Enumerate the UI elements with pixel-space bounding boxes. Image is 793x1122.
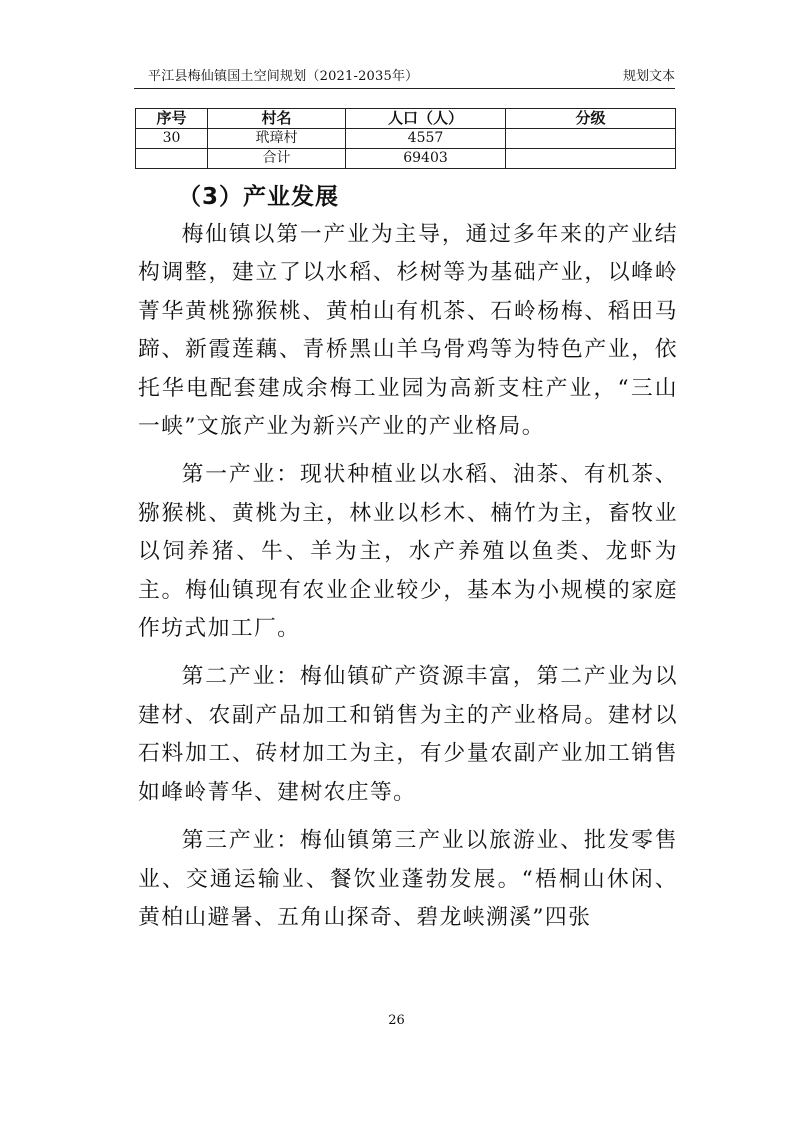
paragraph-primary-industry: 第一产业：现状种植业以水稻、油茶、有机茶、猕猴桃、黄桃为主，林业以杉木、楠竹为主，畜牧业以饲养猪、牛、羊为主，水产养殖以鱼类、龙虾为主。梅仙镇现有农业企业较少，基本为小规模的家庭作坊式加工厂。 (138, 462, 678, 642)
cell-population: 4557 (346, 129, 506, 149)
cell-grade (506, 129, 676, 149)
cell-grade (506, 149, 676, 169)
header-divider (134, 88, 675, 89)
cell-index (136, 149, 208, 169)
cell-village: 玳璋村 (208, 129, 346, 149)
paragraph-secondary-industry: 第二产业：梅仙镇矿产资源丰富，第二产业为以建材、农副产品加工和销售为主的产业格局。建材以石料加工、砖材加工为主，有少量农副产业加工销售如峰岭菁华、建树农庄等。 (138, 664, 678, 805)
column-header-index: 序号 (136, 109, 208, 129)
column-header-grade: 分级 (506, 109, 676, 129)
population-table (135, 108, 676, 169)
paragraph-overview: 梅仙镇以第一产业为主导，通过多年来的产业结构调整，建立了以水稻、杉树等为基础产业，以峰岭菁华黄桃猕猴桃、黄柏山有机茶、石岭杨梅、稻田马蹄、新霞莲藕、青桥黑山羊乌骨鸡等为特色产业，依托华电配套建成余梅工业园为高新支柱产业，“三山一峡”文旅产业为新兴产业的产业格局。 (138, 222, 678, 440)
column-header-village: 村名 (208, 109, 346, 129)
column-header-population: 人口（人） (346, 109, 506, 129)
document-type-label: 规划文本 (622, 69, 675, 84)
cell-village: 合计 (208, 149, 346, 169)
table-header-row (136, 109, 676, 129)
paragraph-tertiary-industry: 第三产业：梅仙镇第三产业以旅游业、批发零售业、交通运输业、餐饮业蓬勃发展。“梧桐山休闲、黄柏山避暑、五角山探奇、碧龙峡溯溪”四张 (138, 828, 678, 930)
page-number: 26 (388, 1013, 405, 1028)
document-header-title: 平江县梅仙镇国土空间规划（2021-2035年） (148, 69, 419, 84)
cell-population: 69403 (346, 149, 506, 169)
section-heading: （3）产业发展 (178, 184, 340, 210)
body-text (138, 216, 678, 937)
table-row (136, 129, 676, 149)
cell-index: 30 (136, 129, 208, 149)
table-total-row (136, 149, 676, 169)
